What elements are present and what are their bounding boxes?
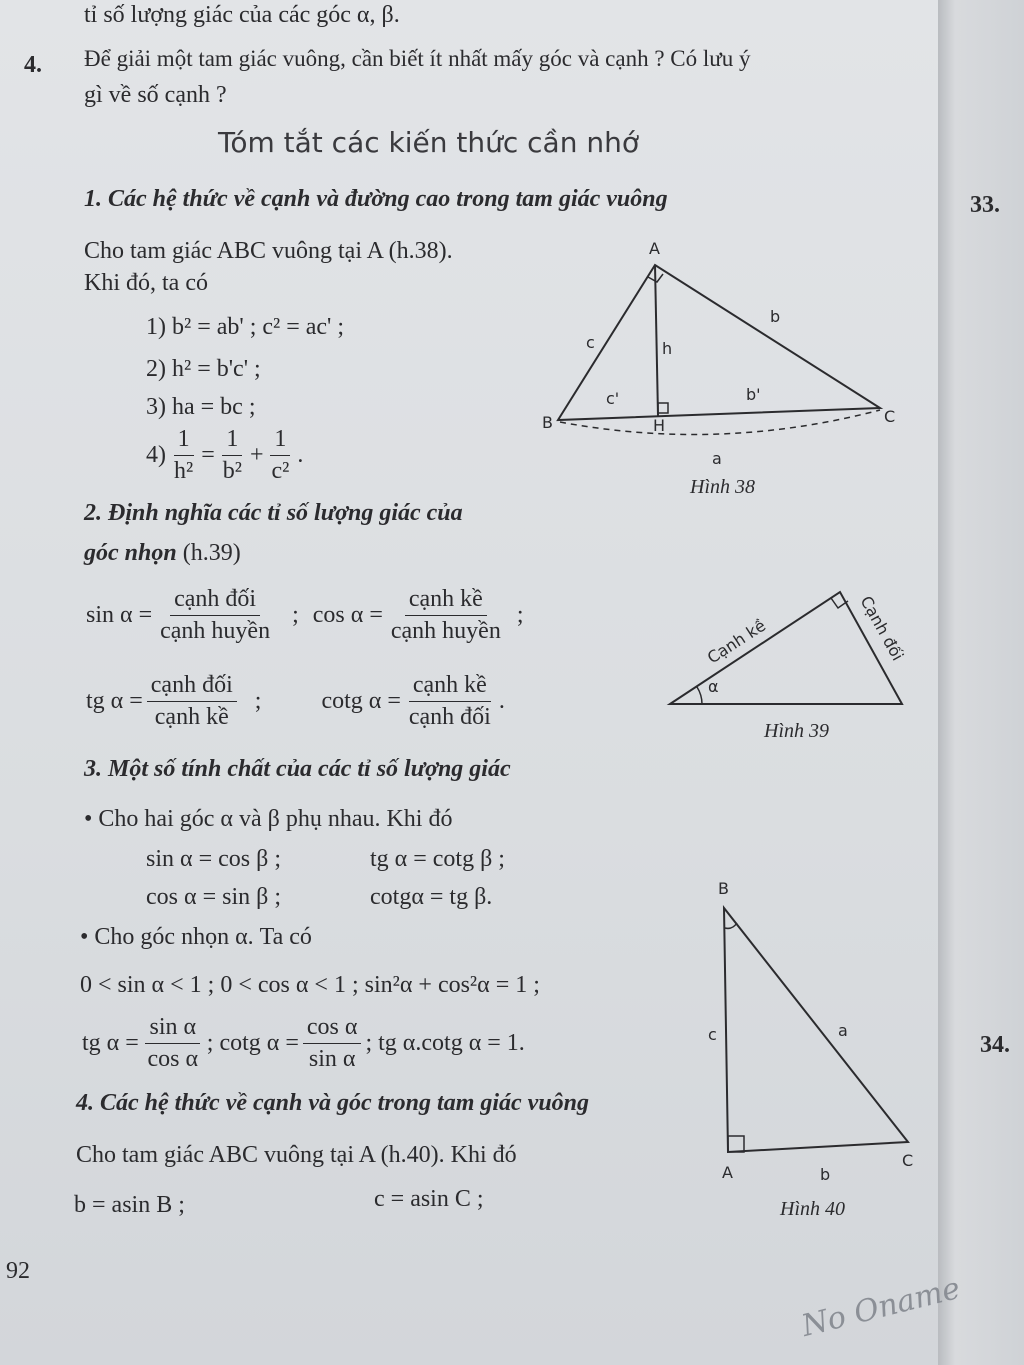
cotg-fraction — [405, 672, 495, 731]
exercise-number-34: 34. — [980, 1032, 1010, 1058]
label-c-prime: c' — [606, 389, 620, 408]
tg-fraction — [147, 672, 237, 731]
question-4-line2: gì về số cạnh ? — [84, 82, 227, 108]
angle-arc-alpha — [697, 687, 702, 704]
label-a: a — [838, 1021, 848, 1040]
denominator: cạnh kề — [154, 704, 229, 730]
section2-heading-term: góc nhọn — [84, 540, 177, 566]
formula-3: 3) ha = bc ; — [146, 394, 256, 420]
eq-c-asinC: c = asin C ; — [374, 1186, 484, 1212]
bullet-acute-angle — [80, 924, 312, 951]
denominator: cos α — [147, 1046, 199, 1072]
label-a: a — [712, 449, 722, 468]
section2-heading-line2 — [84, 540, 241, 567]
denominator: b² — [222, 458, 242, 484]
numerator: 1 — [270, 426, 290, 456]
numerator: 1 — [174, 426, 194, 456]
numerator: cạnh kề — [409, 672, 491, 702]
handwritten-signature: No Oname — [798, 1270, 964, 1345]
denominator: sin α — [308, 1046, 356, 1072]
denominator: cạnh huyền — [390, 618, 501, 644]
bullet-text: Cho hai góc α và β phụ nhau. Khi đó — [98, 806, 453, 832]
numerator: cạnh kề — [405, 586, 487, 616]
figure-40-caption: Hình 40 — [780, 1198, 845, 1220]
formula-4: 4) $\frac{1}{\text{h²}}$ = $\frac{1}{\text{b²}}$ + $\frac{1}{\text{c²}}$ . — [146, 426, 304, 484]
label-c: c — [708, 1025, 717, 1044]
section4-heading: 4. Các hệ thức về cạnh và góc trong tam giác vuông — [76, 1090, 590, 1116]
eq-b-asinB: b = asin B ; — [74, 1192, 185, 1218]
tg-cotg-product: ; tg α.cotg α = 1. — [365, 1030, 525, 1056]
previous-question-tail: tỉ số lượng giác của các góc α, β. — [84, 2, 400, 28]
triangle-abc — [724, 908, 908, 1152]
numerator: sin α — [145, 1014, 200, 1044]
numerator: cos α — [303, 1014, 362, 1044]
fraction-1-over-c2 — [268, 426, 294, 485]
label-adjacent: Cạnh kề — [703, 615, 770, 668]
eq-tg-cotg: tg α = cotg β ; — [370, 846, 505, 872]
sin-over-cos — [143, 1014, 203, 1073]
formula-1: 1) b² = ab' ; c² = ac' ; — [146, 314, 345, 340]
altitude-h — [655, 265, 658, 416]
right-angle-mark-h — [658, 403, 668, 413]
question-4-line1: Để giải một tam giác vuông, cần biết ít nhất mấy góc và cạnh ? Có lưu ý — [84, 46, 751, 71]
label-b: b — [770, 307, 781, 326]
section3-heading: 3. Một số tính chất của các tỉ số lượng giác — [84, 756, 511, 782]
tg-cotg-identities — [82, 1014, 525, 1073]
section1-intro-line2: Khi đó, ta có — [84, 270, 208, 296]
section4-intro: Cho tam giác ABC vuông tại A (h.40). Khi đó — [76, 1142, 517, 1168]
tg-lhs: tg α = — [82, 1030, 139, 1056]
inequalities-identity: 0 < sin α < 1 ; 0 < cos α < 1 ; sin²α + cos²α = 1 ; — [80, 972, 540, 998]
figure-38-caption: Hình 38 — [690, 476, 755, 498]
right-angle-mark-a — [728, 1136, 744, 1152]
label-H: H — [653, 416, 666, 435]
numerator: 1 — [222, 426, 242, 456]
page-number: 92 — [6, 1258, 30, 1284]
eq-cotg-tg: cotgα = tg β. — [370, 884, 493, 910]
cotg-lhs: cotg α = — [321, 688, 401, 714]
cos-fraction — [387, 586, 505, 645]
bullet-dot: • — [80, 924, 89, 950]
formula-4-label: 4) — [146, 442, 166, 468]
fraction-1-over-h2 — [170, 426, 197, 485]
denominator: h² — [174, 458, 194, 484]
bullet-text: Cho góc nhọn α. Ta có — [94, 924, 312, 950]
section1-intro-line1: Cho tam giác ABC vuông tại A (h.38). — [84, 238, 453, 264]
label-opposite: Cạnh đối — [856, 592, 908, 664]
figure-40-right-triangle — [700, 870, 930, 1190]
denominator: cạnh huyền — [160, 618, 271, 644]
label-b-prime: b' — [746, 385, 761, 404]
numerator: cạnh đối — [170, 586, 260, 616]
label-alpha: α — [708, 677, 719, 696]
label-B: B — [542, 413, 553, 432]
figure-39-caption: Hình 39 — [764, 720, 829, 742]
label-C: C — [884, 407, 896, 426]
label-h: h — [662, 339, 673, 358]
tg-lhs: tg α = — [86, 688, 143, 714]
right-angle-mark — [831, 598, 848, 608]
denominator: c² — [271, 458, 290, 484]
cos-over-sin — [303, 1014, 362, 1073]
formula-2: 2) h² = b'c' ; — [146, 356, 261, 382]
fraction-1-over-b2 — [219, 426, 246, 485]
figure-39-right-triangle — [660, 580, 920, 720]
section2-heading: 2. Định nghĩa các tỉ số lượng giác của — [84, 500, 463, 526]
figure-38-right-triangle — [530, 230, 910, 510]
section2-figure-ref: (h.39) — [182, 540, 241, 566]
sin-lhs: sin α = — [86, 602, 153, 628]
label-b: b — [820, 1165, 831, 1184]
section1-heading: 1. Các hệ thức về cạnh và đường cao trong tam giác vuông — [84, 186, 668, 212]
tg-cotg-definition: tg α = $\frac{\text{cạnh đối}}{\text{cạnh kề}}$ ; cotg α = $\frac{\text{cạnh kề}}{\text{cạnh đối}}$ . — [86, 672, 505, 730]
denominator: cạnh đối — [408, 704, 491, 730]
label-B: B — [718, 879, 729, 898]
label-A: A — [722, 1163, 733, 1182]
numerator: cạnh đối — [147, 672, 237, 702]
label-A: A — [649, 239, 660, 258]
exercise-number-33: 33. — [970, 192, 1000, 218]
label-c: c — [586, 333, 595, 352]
sin-definition: sin α = $\frac{\text{cạnh đối}}{\text{cạnh huyền}}$ ; cos α = $\frac{\text{cạnh kề}}{\text{cạnh huyền}}$ ; — [86, 586, 524, 644]
cotg-lhs: ; cotg α = — [206, 1030, 299, 1056]
bullet-dot: • — [84, 806, 93, 832]
label-C: C — [902, 1151, 914, 1170]
cos-lhs: cos α = — [312, 602, 383, 628]
bullet-complementary — [84, 806, 452, 833]
sin-fraction — [156, 586, 274, 645]
summary-title: Tóm tắt các kiến thức cần nhớ — [218, 126, 639, 159]
eq-cos-sin: cos α = sin β ; — [146, 884, 281, 910]
question-4-number: 4. — [24, 52, 42, 78]
eq-sin-cos: sin α = cos β ; — [146, 846, 281, 872]
